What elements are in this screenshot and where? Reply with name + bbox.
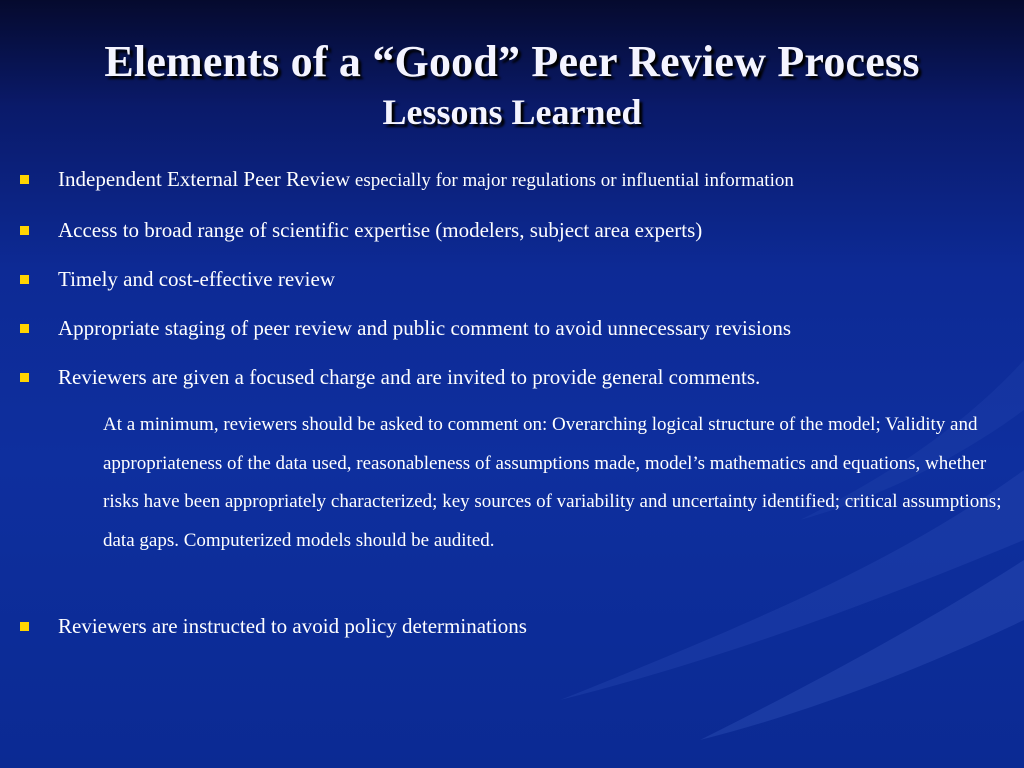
title-block xyxy=(0,34,1024,134)
bullet-text: Independent External Peer Review xyxy=(58,167,351,191)
bullet-text: Timely and cost-effective review xyxy=(58,267,335,291)
slide-title: Elements of a “Good” Peer Review Process xyxy=(104,37,920,86)
bullet-item xyxy=(20,315,1020,341)
bullet-text: Reviewers are given a focused charge and are invited to provide general comments. xyxy=(58,365,761,389)
bullet-text: Reviewers are instructed to avoid policy determinations xyxy=(58,614,527,638)
square-bullet-icon xyxy=(20,373,29,382)
bullet-item xyxy=(20,613,1020,639)
square-bullet-icon xyxy=(20,324,29,333)
square-bullet-icon xyxy=(20,226,29,235)
bullet-item xyxy=(20,217,1020,243)
bullet-list xyxy=(20,166,1020,413)
bullet-list-continued xyxy=(20,613,1020,662)
slide-subtitle: Lessons Learned xyxy=(382,92,642,132)
bullet-item xyxy=(20,266,1020,292)
bullet-text-tail: especially for major regulations or influential information xyxy=(350,170,794,191)
bullet-text: Access to broad range of scientific expertise (modelers, subject area experts) xyxy=(58,218,703,242)
square-bullet-icon xyxy=(20,175,29,184)
bullet-text: Appropriate staging of peer review and public comment to avoid unnecessary revisions xyxy=(58,316,792,340)
bullet-item xyxy=(20,364,1020,390)
sub-bullet-detail: At a minimum, reviewers should be asked to comment on: Overarching logical structure of the model; Validity and appropriateness of the data used, reasonableness of assumptions made, model’s mathematics and equations, whether risks have been appropriately characterized; key sources of variability and uncertainty identified; critical assumptions; data gaps. Computerized models should be audited. xyxy=(103,414,1002,551)
square-bullet-icon xyxy=(20,622,29,631)
square-bullet-icon xyxy=(20,275,29,284)
bullet-item xyxy=(20,166,1020,194)
